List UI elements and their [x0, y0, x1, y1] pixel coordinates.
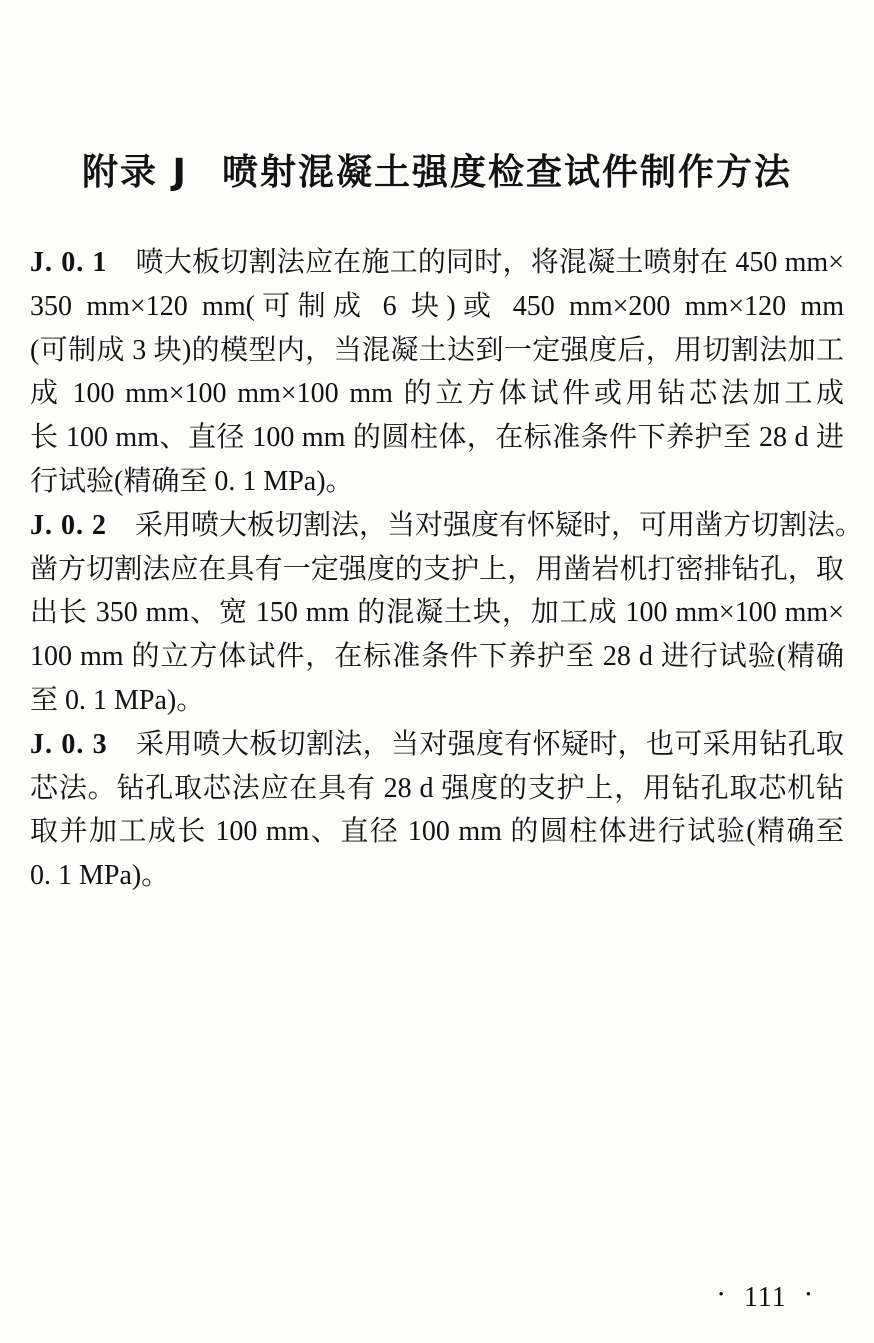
- clause-j01: [30, 241, 844, 504]
- text-line: 取并加工成长 100 mm、直径 100 mm 的圆柱体进行试验(精确至: [30, 816, 844, 848]
- appendix-label: 附录 J: [82, 152, 188, 193]
- text-line: 100 mm 的立方体试件，在标准条件下养护至 28 d 进行试验(精确: [30, 641, 844, 673]
- footer-right-dot: •: [805, 1287, 812, 1303]
- page-title: [0, 144, 874, 195]
- text-line: 行试验(精确至 0. 1 MPa)。: [30, 465, 354, 497]
- text-line: 成 100 mm×100 mm×100 mm 的立方体试件或用钻芯法加工成: [30, 378, 844, 410]
- clause-j02: [30, 504, 864, 723]
- text-line: 芯法。钻孔取芯法应在具有 28 d 强度的支护上，用钻孔取芯机钻: [30, 772, 844, 804]
- text-line: 至 0. 1 MPa)。: [30, 684, 205, 716]
- text-line: 出长 350 mm、宽 150 mm 的混凝土块，加工成 100 mm×100 mm×: [30, 597, 844, 629]
- clause-label: J. 0. 2: [30, 509, 107, 541]
- text-run: 喷大板切割法应在施工的同时，将混凝土喷射在 450 mm×: [135, 247, 844, 278]
- title-text: 喷射混凝土强度检查试件制作方法: [221, 152, 792, 193]
- clause-j03: [30, 723, 844, 898]
- text-line: [30, 241, 844, 285]
- text-line: (可制成 3 块)的模型内，当混凝土达到一定强度后，用切割法加工: [30, 334, 844, 366]
- document-body: [30, 241, 864, 898]
- page-number: [719, 1282, 812, 1314]
- footer-page-num: 111: [743, 1282, 787, 1313]
- text-line: [30, 723, 844, 767]
- clause-label: J. 0. 1: [30, 247, 108, 278]
- text-run: 采用喷大板切割法，当对强度有怀疑时，可用凿方切割法。: [135, 509, 864, 541]
- text-line: 长 100 mm、直径 100 mm 的圆柱体，在标准条件下养护至 28 d 进: [30, 422, 844, 454]
- text-line: 凿方切割法应在具有一定强度的支护上，用凿岩机打密排钻孔，取: [30, 553, 844, 585]
- text-line: 0. 1 MPa)。: [30, 860, 170, 892]
- footer-left-dot: •: [718, 1287, 725, 1303]
- text-line: [30, 504, 864, 548]
- clause-label: J. 0. 3: [30, 728, 108, 760]
- text-run: 采用喷大板切割法，当对强度有怀疑时，也可采用钻孔取: [135, 728, 844, 760]
- text-line: 350 mm×120 mm(可制成 6 块)或 450 mm×200 mm×120 mm: [30, 290, 844, 322]
